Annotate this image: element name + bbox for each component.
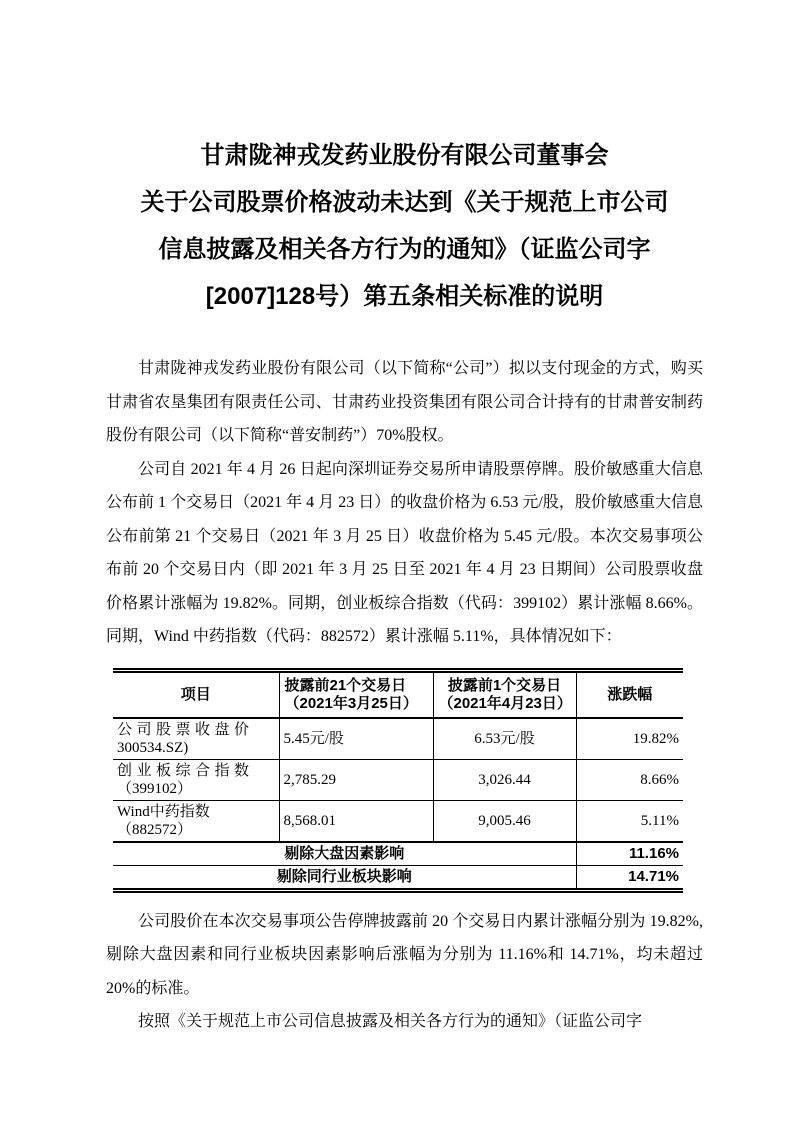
cell-item-wind-tcm-index [113,800,279,842]
title-line-1: 甘肃陇神戎发药业股份有限公司董事会 [200,142,609,169]
title-line-4: [2007]128号）第五条相关标准的说明 [205,283,604,310]
column-header-prev1-day: 披露前1个交易日（2021年4月23日） [433,670,576,718]
summary-row-excl-sector [113,865,683,890]
title-line-3: 信息披露及相关各方行为的通知》（证监公司字 [158,236,651,263]
summary-label-excl-sector: 剔除同行业板块影响 [276,867,412,885]
price-comparison-table [113,668,683,893]
paragraph-change-summary: 公司股价在本次交易事项公告停牌披露前 20 个交易日内累计涨幅分别为 19.82%,剔除大盘因素和同行业板块因素影响后涨幅为分别为 11.16%和 14.71%，均未超过 20%的标准。 [106,912,703,997]
cell-change-company-stock: 19.82% [576,718,683,760]
item-name-line1: 公司股票收盘价 [117,721,254,738]
cell-prev1-wind-tcm-index: 9,005.46 [433,800,576,842]
table-row-company-stock [113,718,683,760]
summary-value-excl-market: 11.16% [576,842,683,866]
item-name-line2: 300534.SZ) [117,739,189,756]
column-header-change: 涨跌幅 [576,670,683,718]
table-row-chinext-index [113,759,683,800]
paragraph-regulation-reference: 按照《关于规范上市公司信息披露及相关各方行为的通知》（证监公司字 [138,1013,643,1030]
cell-prev1-chinext-index: 3,026.44 [433,759,576,800]
column-header-item: 项目 [113,670,279,718]
paragraph-trading-detail: 公司自 2021 年 4 月 26 日起向深圳证券交易所申请股票停牌。股价敏感重大信息公布前 1 个交易日（2021 年 4 月 23 日）的收盘价格为 6.53 元/股，股价敏感重大信息公布前第 21 个交易日（2021 年 3 月 25 日）收盘价格为 5.45 元/股。本次交易事项公布前 20 个交易日内（即 2021 年 3 月 25 日至 2021 年 4 月 23 日期间）公司股票收盘价格累计涨幅为 19.82%。同期，创业板综合指数（代码：399102）累计涨幅 8.66%。同期，Wind 中药指数（代码：882572）累计涨幅 5.11%，具体情况如下： [106,460,703,645]
table-row-wind-tcm-index [113,800,683,842]
cell-change-chinext-index: 8.66% [576,759,683,800]
summary-value-excl-sector: 14.71% [576,865,683,890]
summary-row-excl-market [113,842,683,866]
cell-item-company-stock [113,718,279,760]
table-header-row [113,670,683,718]
cell-item-chinext-index [113,759,279,800]
title-line-2: 关于公司股票价格波动未达到《关于规范上市公司 [140,189,669,216]
document-title [106,132,703,320]
item-name-line2: （399102） [117,780,193,797]
paragraph-acquisition-intro: 甘肃陇神戎发药业股份有限公司（以下简称“公司”）拟以支付现金的方式，购买甘肃省农垦集团有限责任公司、甘肃药业投资集团有限公司合计持有的甘肃普安制药股份有限公司（以下简称“普安制药”）70%股权。 [106,360,703,444]
cell-prev21-company-stock: 5.45元/股 [279,718,433,760]
column-header-prev21-days: 披露前21个交易日（2021年3月25日） [279,670,433,718]
cell-prev21-wind-tcm-index: 8,568.01 [279,800,433,842]
cell-prev21-chinext-index: 2,785.29 [279,759,433,800]
cell-change-wind-tcm-index: 5.11% [576,800,683,842]
item-name-line1: 创业板综合指数 [117,762,254,779]
summary-label-excl-market: 剔除大盘因素影响 [284,844,405,862]
cell-prev1-company-stock: 6.53元/股 [433,718,576,760]
item-name-line1: Wind中药指数（882572） [117,803,210,838]
